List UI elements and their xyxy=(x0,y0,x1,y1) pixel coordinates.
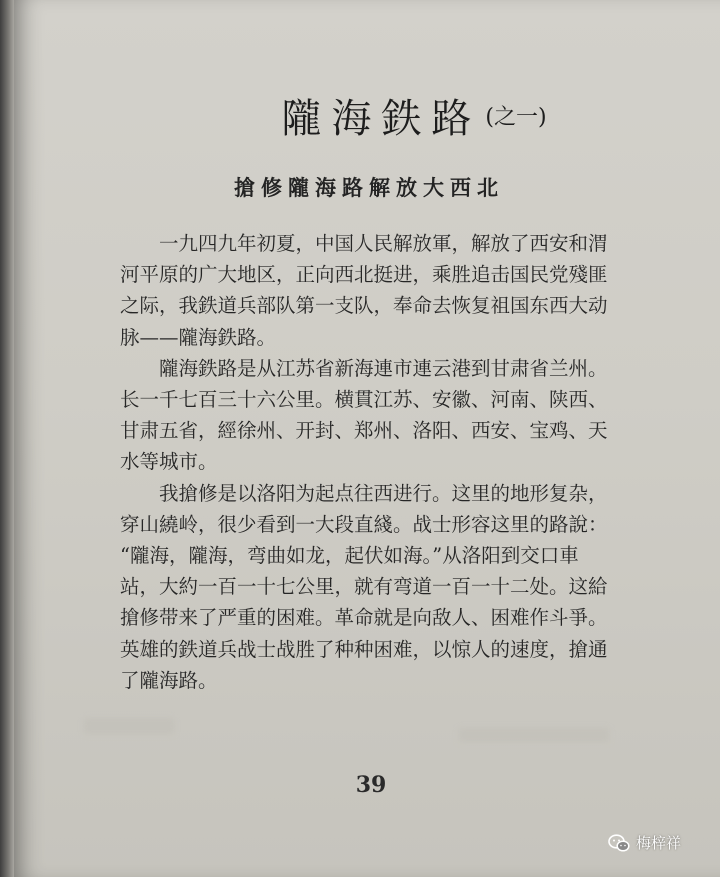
text-line: 隴海鉄路是从江苏省新海連市連云港到甘肃省兰州。 xyxy=(159,356,608,380)
text-line: 搶修带来了严重的困难。革命就是向敌人、困难作斗爭。 xyxy=(120,606,608,630)
section-subtitle: 搶修隴海路解放大西北 xyxy=(234,175,504,200)
text-line: 一九四九年初夏，中国人民解放軍，解放了西安和渭 xyxy=(159,232,608,255)
paragraph-1 xyxy=(120,228,620,353)
book-binding xyxy=(0,0,14,877)
wechat-icon xyxy=(608,834,630,852)
body-text xyxy=(120,228,620,696)
text-line: “隴海，隴海，弯曲如龙，起伏如海。”从洛阳到交口車 xyxy=(120,544,579,568)
text-line: 我搶修是以洛阳为起点往西进行。这里的地形复杂， xyxy=(159,481,608,505)
text-line: 站，大約一百一十七公里，就有弯道一百一十二处。这給 xyxy=(120,575,608,599)
paragraph-2 xyxy=(120,353,620,478)
text-line: 之际，我鉄道兵部队第一支队，奉命去恢复祖国东西大动 xyxy=(120,294,608,318)
text-line: 水等城市。 xyxy=(120,450,218,474)
text-line: 甘肃五省，經徐州、开封、郑州、洛阳、西安、宝鸡、天 xyxy=(120,419,608,443)
paragraph-3 xyxy=(120,478,620,696)
watermark-text: 梅梓祥 xyxy=(636,834,682,852)
text-line: 河平原的广大地区，正向西北挺进，乘胜追击国民党殘匪 xyxy=(120,263,608,287)
watermark xyxy=(608,832,681,853)
chapter-title xyxy=(224,80,604,150)
text-line: 英雄的鉄道兵战士战胜了种种困难，以惊人的速度，搶通 xyxy=(120,637,608,661)
text-line: 穿山繞岭，很少看到一大段直綫。战士形容这里的路說： xyxy=(120,512,608,536)
text-line: 脉——隴海鉄路。 xyxy=(120,325,277,349)
bleed-through-smudge xyxy=(84,718,174,734)
bleed-through-smudge xyxy=(459,728,609,742)
text-line: 了隴海路。 xyxy=(120,668,218,692)
book-page xyxy=(14,0,720,877)
chapter-title-suffix: (之一) xyxy=(485,104,547,130)
chapter-title-main: 隴海鉄路 xyxy=(281,95,482,142)
page-number: 39 xyxy=(355,772,387,798)
text-line: 长一千七百三十六公里。横貫江苏、安徽、河南、陕西、 xyxy=(120,388,608,412)
